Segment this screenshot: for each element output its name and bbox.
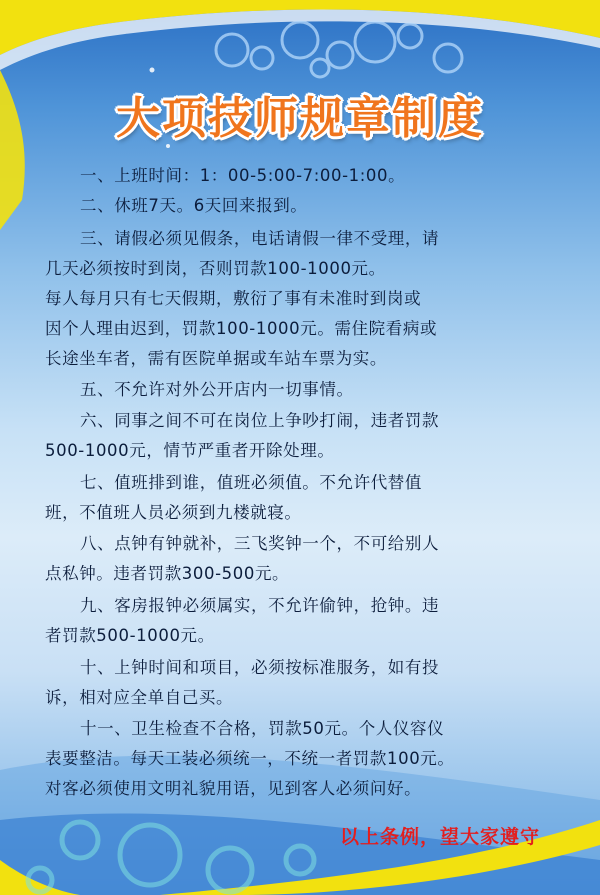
rule-line: 班，不值班人员必须到九楼就寝。: [45, 503, 302, 522]
page-title: 大项技师规章制度: [116, 93, 484, 144]
rule-line: 长途坐车者，需有医院单据或车站车票为实。: [45, 349, 387, 368]
rule-line: 七、值班排到谁，值班必须值。不允许代替值: [80, 473, 422, 492]
rule-line: 点私钟。违者罚款300-500元。: [45, 564, 290, 583]
rule-line: 十一、卫生检查不合格，罚款50元。个人仪容仪: [80, 719, 445, 738]
rule-line: 对客必须使用文明礼貌用语，见到客人必须问好。: [45, 779, 422, 798]
rule-line: 九、客房报钟必须属实，不允许偷钟，抢钟。违: [80, 596, 440, 615]
footer-note: 以上条例，望大家遵守: [339, 826, 540, 848]
rule-line: 二、休班7天。6天回来报到。: [80, 196, 308, 215]
rule-line: 五、不允许对外公开店内一切事情。: [80, 380, 354, 399]
rule-line: 六、同事之间不可在岗位上争吵打闹，违者罚款: [80, 411, 440, 430]
rule-line: 每人每月只有七天假期，敷衍了事有未准时到岗或: [45, 289, 422, 308]
rule-line: 八、点钟有钟就补，三飞奖钟一个，不可给别人: [80, 534, 440, 553]
top-bubbles: [216, 22, 462, 77]
rule-line: 者罚款500-1000元。: [45, 626, 215, 645]
rule-line: 因个人理由迟到，罚款100-1000元。需住院看病或: [45, 319, 438, 338]
rule-line: 500-1000元，情节严重者开除处理。: [45, 441, 335, 460]
rule-line: 几天必须按时到岗，否则罚款100-1000元。: [45, 259, 386, 278]
rule-line: 一、上班时间：1：00-5:00-7:00-1:00。: [80, 166, 406, 185]
rule-line: 诉，相对应全单自己买。: [45, 688, 234, 707]
rule-line: 十、上钟时间和项目，必须按标准服务，如有投: [80, 658, 440, 677]
rule-line: 三、请假必须见假条，电话请假一律不受理，请: [80, 229, 440, 248]
rule-line: 表要整洁。每天工装必须统一，不统一者罚款100元。: [45, 749, 455, 768]
